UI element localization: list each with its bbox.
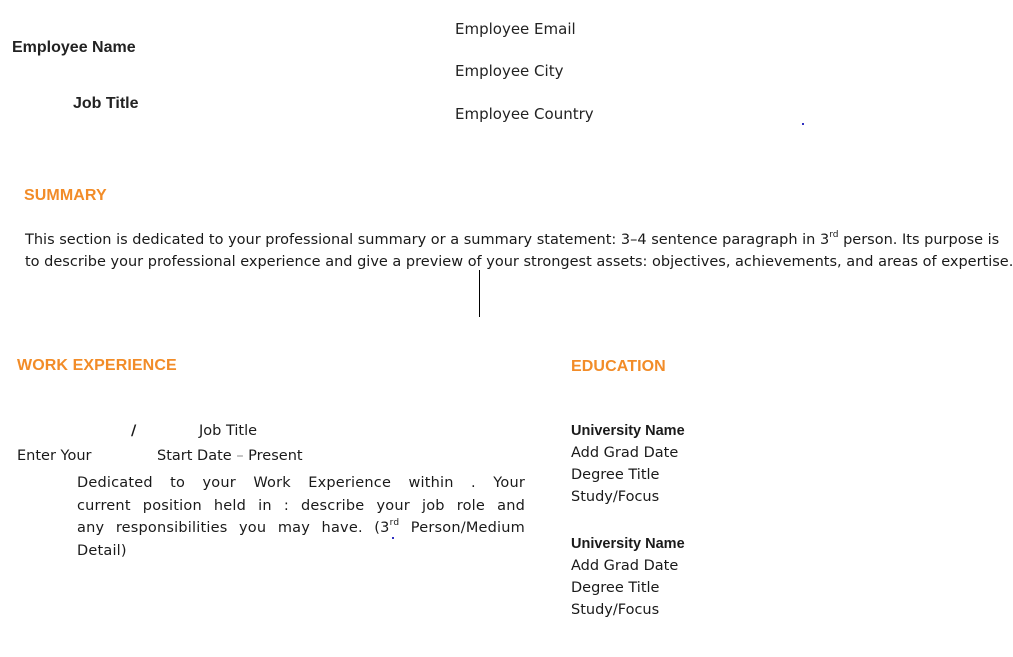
- summary-heading: SUMMARY: [24, 187, 107, 204]
- stray-mark: [802, 123, 804, 125]
- work-enter-your: Enter Your: [17, 448, 92, 464]
- work-date-range: [157, 448, 303, 464]
- employee-country: Employee Country: [455, 105, 594, 123]
- work-present: Present: [248, 448, 303, 464]
- employee-name: Employee Name: [12, 39, 136, 56]
- education-focus-2: Study/Focus: [571, 602, 660, 618]
- education-school-1: University Name: [571, 423, 685, 439]
- education-degree-2: Degree Title: [571, 580, 660, 596]
- work-desc-line-3: [77, 517, 525, 540]
- summary-text-b: person. Its purpose is: [838, 232, 1000, 248]
- work-desc-text-b: Person/Medium: [399, 520, 525, 536]
- job-title: Job Title: [73, 95, 139, 112]
- education-degree-1: Degree Title: [571, 467, 660, 483]
- work-desc-line-4: Detail): [77, 542, 127, 559]
- stray-mark-2: [392, 537, 394, 539]
- work-desc-line-2: current position held in : describe your job role and: [77, 497, 525, 514]
- education-grad-date-2: Add Grad Date: [571, 558, 679, 574]
- work-experience-heading: WORK EXPERIENCE: [17, 357, 177, 374]
- education-heading: EDUCATION: [571, 358, 666, 375]
- employee-email: Employee Email: [455, 20, 576, 38]
- work-start-date: Start Date: [157, 448, 232, 464]
- work-desc-text-a: any responsibilities you may have. (3: [77, 520, 390, 536]
- work-date-dash: –: [236, 448, 244, 464]
- summary-line-2: to describe your professional experience and give a preview of your strongest assets: objectives, achievements, and areas of expertise.: [25, 254, 1013, 270]
- work-desc-sup: rd: [389, 518, 400, 529]
- education-focus-1: Study/Focus: [571, 489, 660, 505]
- summary-sup: rd: [829, 230, 839, 241]
- text-cursor: [479, 270, 480, 317]
- summary-text-a: This section is dedicated to your professional summary or a summary statement: 3–4 sentence paragraph in 3: [25, 232, 830, 248]
- work-description: [77, 472, 525, 562]
- education-grad-date-1: Add Grad Date: [571, 445, 679, 461]
- education-school-2: University Name: [571, 536, 685, 552]
- employee-city: Employee City: [455, 62, 564, 80]
- work-desc-line-1: Dedicated to your Work Experience within . Your: [77, 475, 525, 491]
- work-job-title: Job Title: [199, 423, 258, 439]
- summary-line-1: [25, 232, 999, 248]
- work-slash: /: [131, 423, 137, 439]
